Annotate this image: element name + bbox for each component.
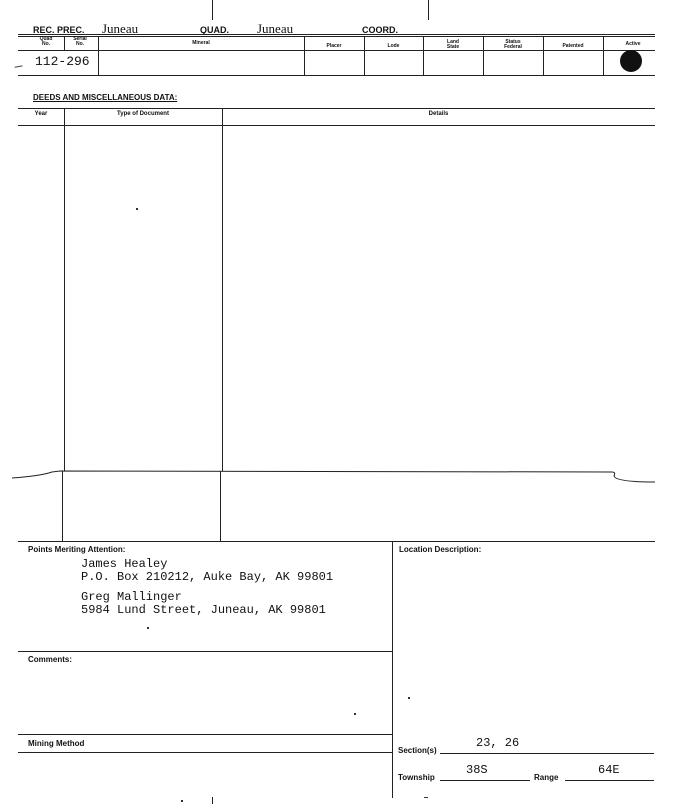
header-rule-2 xyxy=(18,36,655,37)
active-filled-dot xyxy=(620,50,642,72)
mining-rule-bottom xyxy=(18,752,392,753)
quad-serial-value: 112-296 xyxy=(35,54,90,69)
bottom-speck xyxy=(181,800,183,802)
points-line-1: James Healey xyxy=(81,557,168,571)
col-placer: Placer xyxy=(326,43,342,49)
col-land-line2: State xyxy=(446,44,460,50)
stray-speck-3 xyxy=(408,697,410,699)
margin-mark xyxy=(15,65,24,72)
deeds-title: DEEDS AND MISCELLANEOUS DATA: xyxy=(33,93,178,102)
mining-rule-top xyxy=(18,734,392,735)
col-serial-no xyxy=(66,37,94,47)
section-rule xyxy=(440,753,654,754)
rec-prec-label: REC. PREC. xyxy=(33,25,85,35)
col-status-federal xyxy=(483,40,543,50)
range-label: Range xyxy=(534,773,559,782)
deeds-divider-year xyxy=(64,109,65,471)
col-active: Active xyxy=(625,41,641,47)
township-value: 38S xyxy=(466,763,488,777)
col-patented: Patented xyxy=(562,43,584,49)
deeds-rule-bottom xyxy=(18,541,655,542)
col-lode: Lode xyxy=(387,43,400,49)
quad-label: QUAD. xyxy=(200,25,229,35)
deeds-divider-type xyxy=(222,109,223,471)
bottom-vertical-divider xyxy=(392,541,393,798)
col-div-quad xyxy=(64,37,65,50)
col-status-line2: Federal xyxy=(504,44,522,50)
col-quad-no-line1: Quad xyxy=(39,36,53,42)
page-seam xyxy=(0,460,678,490)
col-quad-no-line2: No. xyxy=(41,41,51,47)
stray-speck-4 xyxy=(354,713,356,715)
deeds-col-type: Type of Document xyxy=(117,111,169,117)
col-serial-no-line1: Serial xyxy=(73,36,87,42)
col-status-line1: Status xyxy=(505,39,521,45)
rec-prec-value: Juneau xyxy=(102,21,139,36)
top-tick-left xyxy=(212,0,213,20)
deeds-col-details: Details xyxy=(428,111,449,117)
section-value: 23, 26 xyxy=(476,736,520,750)
location-label: Location Description: xyxy=(399,545,482,554)
col-div-patented xyxy=(603,37,604,75)
header-rule-1 xyxy=(18,34,655,35)
header-rule-4 xyxy=(18,75,655,76)
deeds-rule-top xyxy=(18,108,655,109)
col-mineral: Mineral xyxy=(192,40,210,46)
range-rule xyxy=(565,780,654,781)
section-label: Section(s) xyxy=(398,746,437,755)
header-rule-3 xyxy=(18,50,655,51)
points-line-2: P.O. Box 210212, Auke Bay, AK 99801 xyxy=(81,570,334,584)
points-line-4: 5984 Lund Street, Juneau, AK 99801 xyxy=(81,603,326,617)
township-rule xyxy=(440,780,530,781)
bottom-tick-2 xyxy=(424,797,428,798)
range-value: 64E xyxy=(598,763,620,777)
comments-rule xyxy=(18,651,392,652)
stray-speck xyxy=(136,208,138,210)
township-label: Township xyxy=(398,773,435,782)
deeds-rule-header xyxy=(18,125,655,126)
coord-label: COORD. xyxy=(362,25,398,35)
bottom-tick-1 xyxy=(212,797,213,804)
top-tick-right xyxy=(428,0,429,20)
mining-label: Mining Method xyxy=(28,739,85,748)
col-land-status xyxy=(423,40,483,50)
col-serial-no-line2: No. xyxy=(75,41,85,47)
col-quad-no xyxy=(33,37,59,47)
col-land-line1: Land xyxy=(447,39,459,45)
comments-label: Comments: xyxy=(28,655,73,664)
quad-value: Juneau xyxy=(257,21,294,36)
stray-speck-2 xyxy=(147,627,149,629)
points-label: Points Meriting Attention: xyxy=(28,545,126,554)
deeds-col-year: Year xyxy=(34,111,48,117)
points-line-3: Greg Mallinger xyxy=(81,590,182,604)
